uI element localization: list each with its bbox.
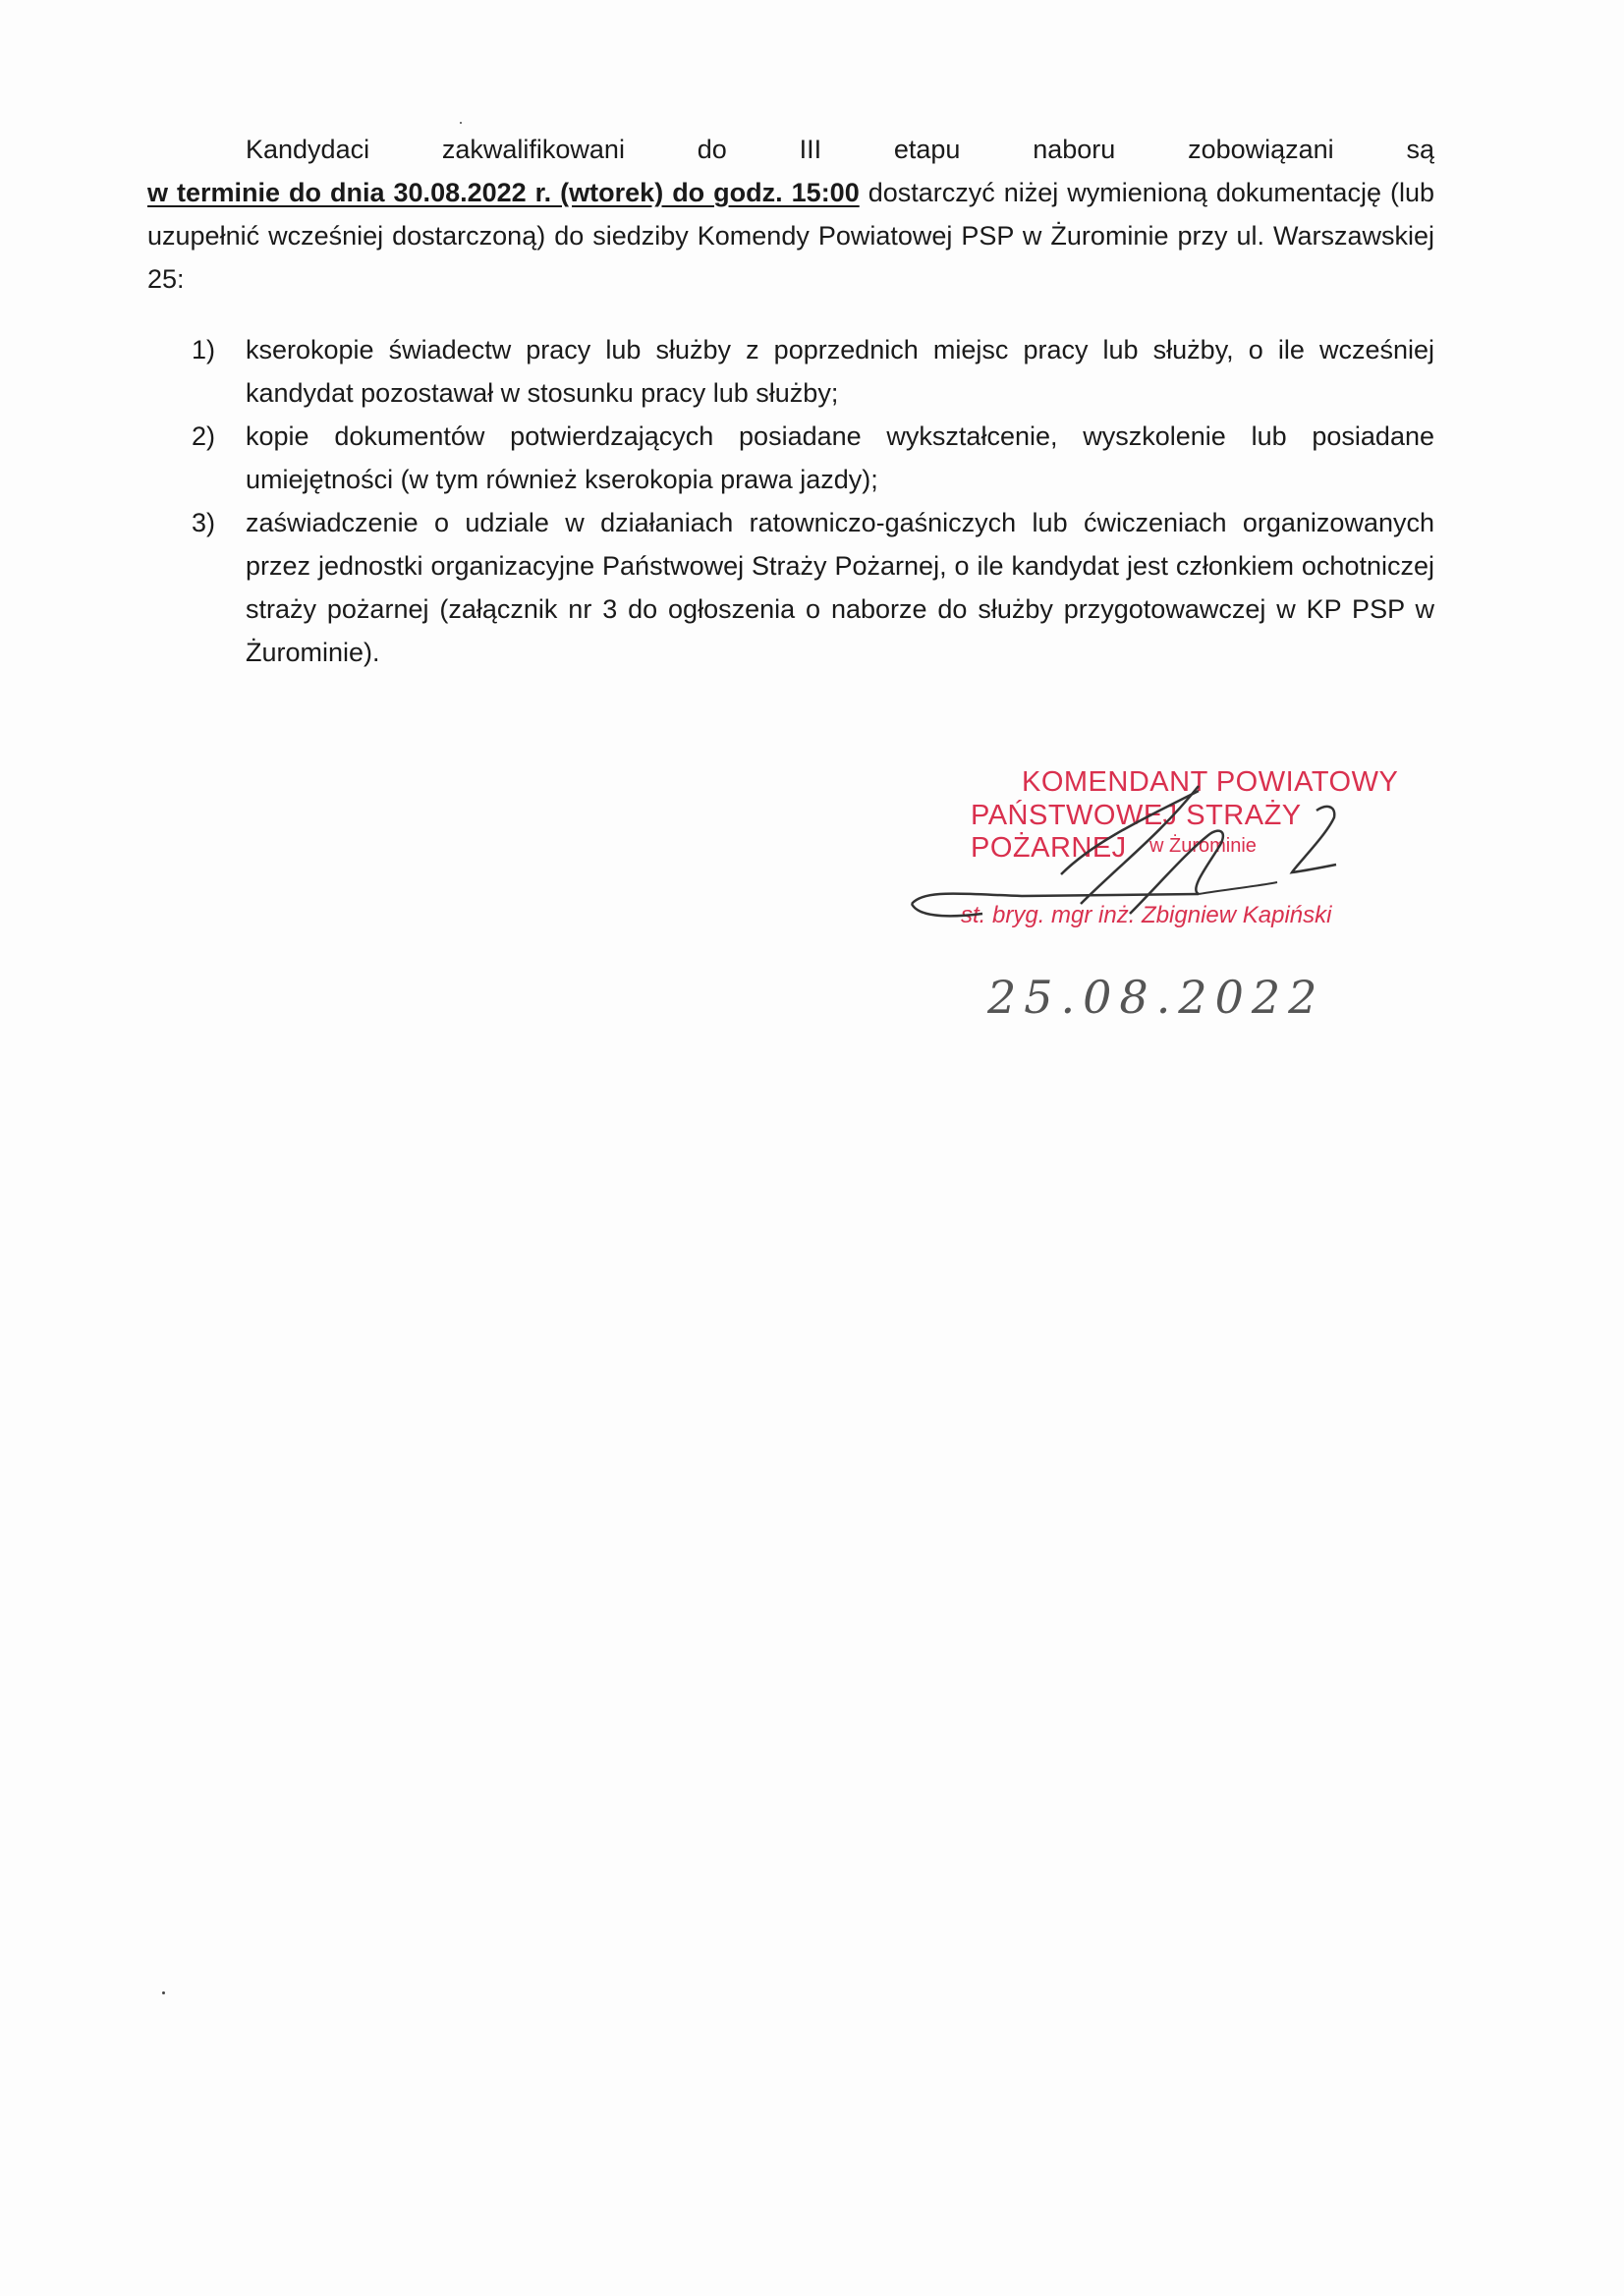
list-item [192,501,1434,674]
intro-continuation [147,171,1434,301]
intro-first-line [147,128,1434,171]
intro-rest-text: dostarczyć niżej wymienioną dokumentację (lub uzupełnić wcześniej dostarczoną) do siedziby Komendy Powiatowej PSP w Żurominie przy ul. Warszawskiej 25: [147,178,1434,294]
intro-word: są [1406,135,1434,164]
intro-word: zobowiązani [1188,135,1334,164]
handwritten-date: 25.08.2022 [987,971,1325,1024]
handwritten-signature [904,756,1415,973]
list-item-text: kopie dokumentów potwierdzających posiadane wykształcenie, wyszkolenie lub posiadane umiejętności (w tym również kserokopia prawa jazdy); [246,421,1434,494]
intro-word: naboru [1033,135,1116,164]
list-item [192,415,1434,501]
scan-speck [162,1991,165,1994]
stamp-location-line: w Żurominie [1149,835,1257,857]
intro-word: do [697,135,727,164]
list-item-number: 2) [192,421,216,451]
list-item-number: 1) [192,335,216,364]
stamp-title-line: KOMENDANT POWIATOWY [1022,766,1399,798]
list-item-text: kserokopie świadectw pracy lub służby z poprzednich miejsc pracy lub służby, o ile wcześniej kandydat pozostawał w stosunku pracy lub służby; [246,335,1434,408]
list-item-number: 3) [192,508,216,537]
stamp-org-line: PAŃSTWOWEJ STRAŻY POŻARNEJ [971,800,1302,864]
documents-list [192,328,1434,674]
list-item [192,328,1434,415]
intro-word: III [799,135,822,164]
scan-speck [460,122,462,124]
intro-word: Kandydaci [246,135,370,164]
intro-word: zakwalifikowani [441,135,625,164]
deadline-text: w terminie do dnia 30.08.2022 r. (wtorek) do godz. 15:00 [147,178,860,207]
intro-paragraph [147,128,1434,301]
stamp-name-line: st. bryg. mgr inż. Zbigniew Kapiński [961,902,1332,928]
intro-word: etapu [893,135,961,164]
list-item-text: zaświadczenie o udziale w działaniach ratowniczo-gaśniczych lub ćwiczeniach organizowanych przez jednostki organizacyjne Państwowej Straży Pożarnej, o ile kandydat jest członkiem ochotniczej straży pożarnej (załącznik nr 3 do ogłoszenia o naborze do służby przygotowawczej w KP PSP w Żurominie). [246,508,1434,667]
